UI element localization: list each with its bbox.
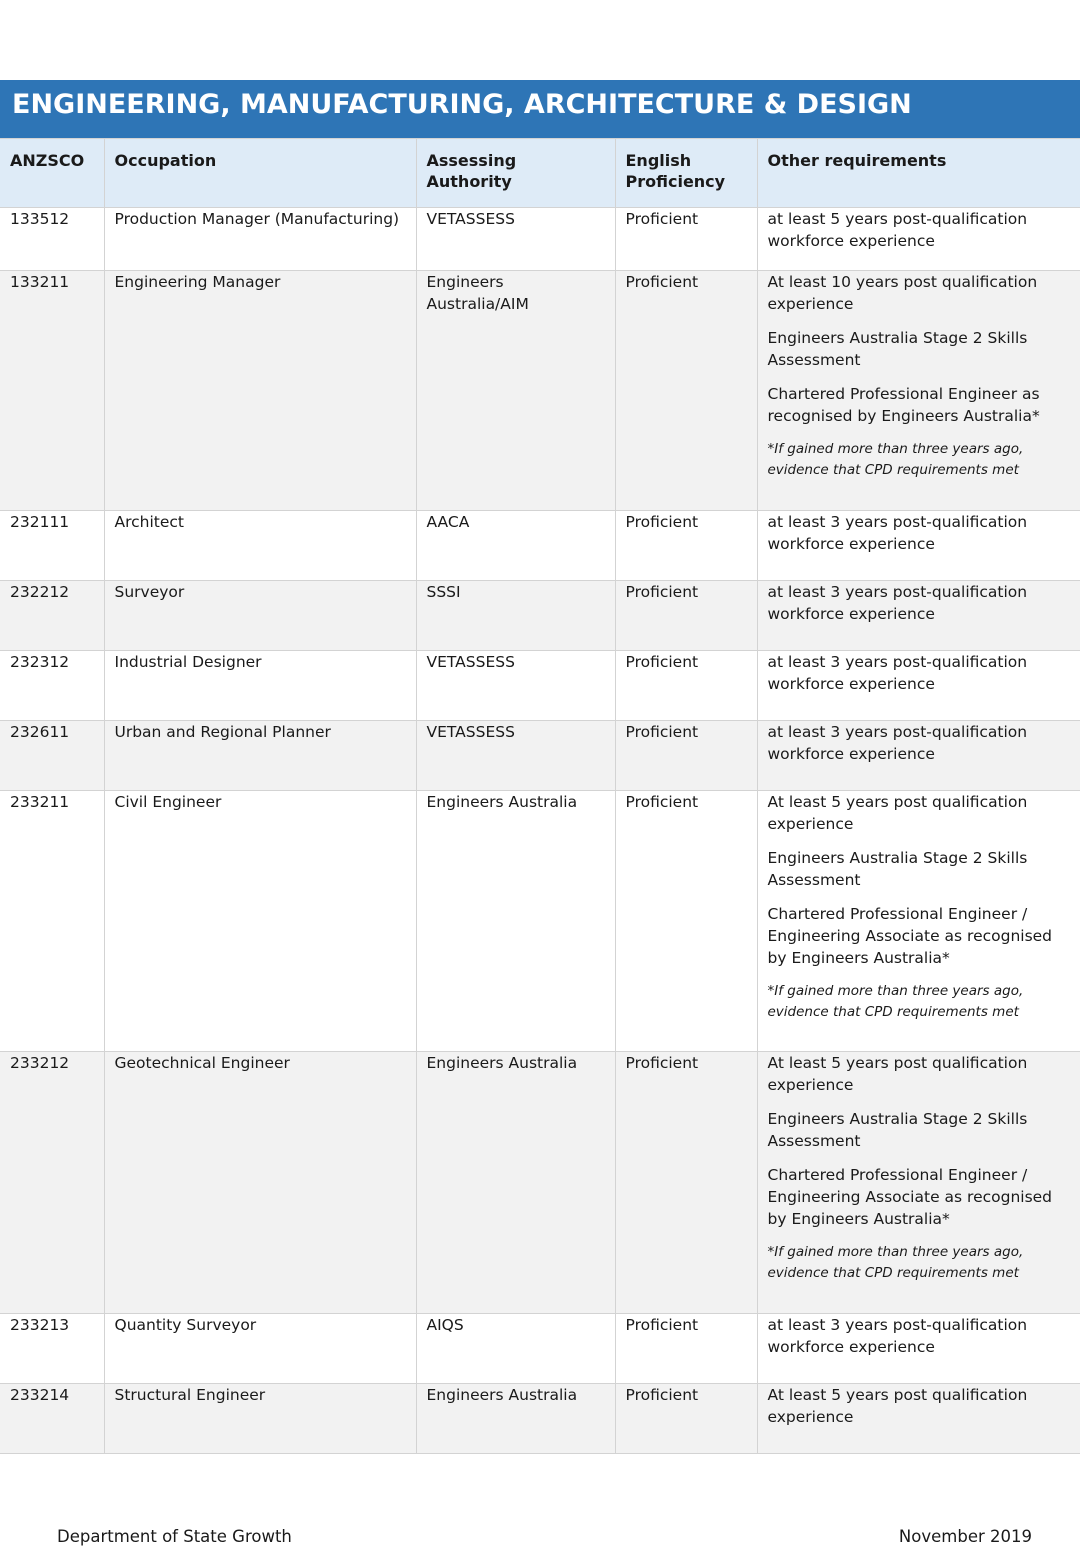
table-row: [0, 791, 1080, 1052]
occupation-name: Geotechnical Engineer: [104, 1052, 416, 1314]
occupation-name: Production Manager (Manufacturing): [104, 208, 416, 271]
other-requirements: [757, 1052, 1080, 1314]
table-row: [0, 271, 1080, 511]
english-proficiency: Proficient: [615, 791, 757, 1052]
table-row: [0, 651, 1080, 721]
other-requirements: [757, 791, 1080, 1052]
assessing-authority: Engineers Australia: [416, 791, 615, 1052]
english-proficiency: Proficient: [615, 721, 757, 791]
other-requirements: [757, 1314, 1080, 1384]
english-proficiency: Proficient: [615, 1384, 757, 1454]
requirement-item: At least 5 years post qualification experience: [767, 793, 1028, 833]
anzsco-code: 232611: [0, 721, 104, 791]
cpd-note: *If gained more than three years ago, evidence that CPD requirements met: [767, 983, 1024, 1020]
anzsco-code: 133211: [0, 271, 104, 511]
requirement-item: at least 5 years post-qualification workforce experience: [767, 210, 1028, 250]
requirement-item: at least 3 years post-qualification workforce experience: [767, 653, 1028, 693]
occupation-name: Architect: [104, 511, 416, 581]
table-row: [0, 208, 1080, 271]
english-proficiency: Proficient: [615, 271, 757, 511]
assessing-authority: Engineers Australia: [416, 1052, 615, 1314]
section-title: ENGINEERING, MANUFACTURING, ARCHITECTURE & DESIGN: [0, 80, 1080, 138]
anzsco-code: 233211: [0, 791, 104, 1052]
requirement-item: Engineers Australia Stage 2 Skills Assessment: [767, 849, 1028, 889]
occupation-name: Industrial Designer: [104, 651, 416, 721]
table-row: [0, 1052, 1080, 1314]
other-requirements: [757, 511, 1080, 581]
requirement-item: Chartered Professional Engineer / Engineering Associate as recognised by Engineers Australia*: [767, 1166, 1053, 1228]
english-proficiency: Proficient: [615, 651, 757, 721]
assessing-authority: Engineers Australia/AIM: [416, 271, 615, 511]
other-requirements: [757, 581, 1080, 651]
anzsco-code: 232212: [0, 581, 104, 651]
anzsco-code: 233212: [0, 1052, 104, 1314]
header-occupation: Occupation: [104, 139, 416, 208]
footer-date: November 2019: [898, 1527, 1032, 1546]
occupation-name: Urban and Regional Planner: [104, 721, 416, 791]
table-row: [0, 1314, 1080, 1384]
header-assessing-authority: Assessing Authority: [416, 139, 615, 208]
anzsco-code: 232312: [0, 651, 104, 721]
header-other-requirements: Other requirements: [757, 139, 1080, 208]
requirement-item: Engineers Australia Stage 2 Skills Assessment: [767, 329, 1028, 369]
assessing-authority: AIQS: [416, 1314, 615, 1384]
other-requirements: [757, 1384, 1080, 1454]
requirement-item: at least 3 years post-qualification workforce experience: [767, 583, 1028, 623]
assessing-authority: Engineers Australia: [416, 1384, 615, 1454]
requirement-item: At least 5 years post qualification experience: [767, 1386, 1028, 1426]
requirement-item: at least 3 years post-qualification workforce experience: [767, 513, 1028, 553]
header-english-proficiency: English Proficiency: [615, 139, 757, 208]
assessing-authority: VETASSESS: [416, 721, 615, 791]
other-requirements: [757, 208, 1080, 271]
occupation-name: Structural Engineer: [104, 1384, 416, 1454]
cpd-note: *If gained more than three years ago, evidence that CPD requirements met: [767, 1244, 1024, 1281]
english-proficiency: Proficient: [615, 511, 757, 581]
anzsco-code: 233214: [0, 1384, 104, 1454]
assessing-authority: AACA: [416, 511, 615, 581]
english-proficiency: Proficient: [615, 1052, 757, 1314]
requirement-item: At least 5 years post qualification experience: [767, 1054, 1028, 1094]
occupation-name: Surveyor: [104, 581, 416, 651]
anzsco-code: 232111: [0, 511, 104, 581]
assessing-authority: VETASSESS: [416, 651, 615, 721]
occupation-name: Engineering Manager: [104, 271, 416, 511]
table-body: [0, 208, 1080, 1454]
table-row: [0, 581, 1080, 651]
other-requirements: [757, 271, 1080, 511]
english-proficiency: Proficient: [615, 581, 757, 651]
occupation-table: [0, 138, 1080, 1454]
requirement-item: at least 3 years post-qualification workforce experience: [767, 723, 1028, 763]
requirement-item: Chartered Professional Engineer / Engineering Associate as recognised by Engineers Australia*: [767, 905, 1053, 967]
footer-department: Department of State Growth: [57, 1527, 292, 1546]
table-header-row: [0, 139, 1080, 208]
requirement-item: at least 3 years post-qualification workforce experience: [767, 1316, 1028, 1356]
assessing-authority: SSSI: [416, 581, 615, 651]
english-proficiency: Proficient: [615, 208, 757, 271]
requirement-item: At least 10 years post qualification experience: [767, 273, 1038, 313]
table-row: [0, 1384, 1080, 1454]
table-row: [0, 721, 1080, 791]
other-requirements: [757, 721, 1080, 791]
anzsco-code: 133512: [0, 208, 104, 271]
header-anzsco: ANZSCO: [0, 139, 104, 208]
requirement-item: Chartered Professional Engineer as recognised by Engineers Australia*: [767, 385, 1040, 425]
other-requirements: [757, 651, 1080, 721]
assessing-authority: VETASSESS: [416, 208, 615, 271]
occupation-name: Civil Engineer: [104, 791, 416, 1052]
occupation-name: Quantity Surveyor: [104, 1314, 416, 1384]
cpd-note: *If gained more than three years ago, evidence that CPD requirements met: [767, 441, 1024, 478]
english-proficiency: Proficient: [615, 1314, 757, 1384]
requirement-item: Engineers Australia Stage 2 Skills Assessment: [767, 1110, 1028, 1150]
table-row: [0, 511, 1080, 581]
anzsco-code: 233213: [0, 1314, 104, 1384]
